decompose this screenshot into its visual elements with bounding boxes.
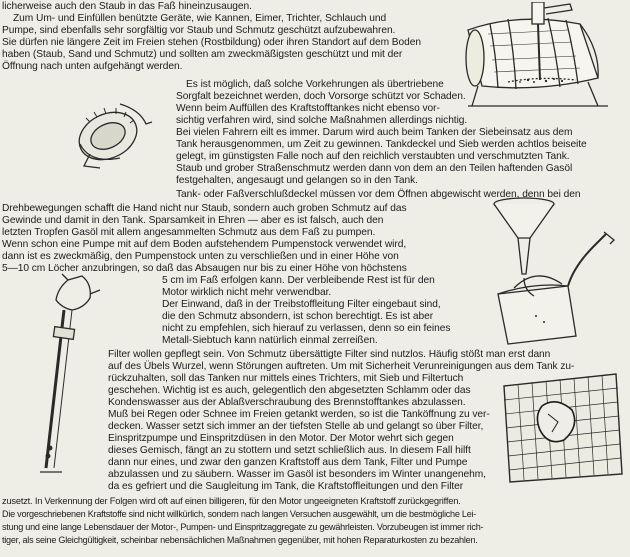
- text-line: Sorgfalt bezeichnet werden, doch Vorsorge schützt vor Schaden.: [176, 91, 466, 102]
- text-line: Sie dürfen nie längere Zeit im Freien stehen (Rostbildung) oder ihren Standort auf dem Boden: [2, 37, 421, 48]
- tank-cap-illustration: [60, 94, 160, 174]
- text-line: dann ist es zweckmäßig, den Pumpenstock unten zu verschließen und in einer Höhe von: [2, 251, 399, 262]
- text-line: Staub und grober Straßenschmutz werden dann von dem an den Teilen haftenden Gasöl: [176, 163, 573, 174]
- barrel-illustration: [448, 2, 628, 110]
- text-line: festgehalten, angesaugt und gelangen so in den Tank.: [176, 175, 418, 186]
- text-line: nicht zu empfehlen, sich hierauf zu verlassen, denn so ein feines: [162, 323, 451, 334]
- text-line: Die vorgeschriebenen Kraftstoffe sind nicht willkürlich, sondern nach langen Versuchen ausgewählt, um die bestmögliche Lei-: [2, 509, 477, 519]
- filter-screen-drawing: [498, 366, 628, 486]
- text-line: dieses Gemisch, fängt an zu stottern und setzt schließlich aus. In diesem Fall hilft: [108, 445, 471, 456]
- pump-tube-illustration: [28, 268, 108, 478]
- text-line: zusetzt. In Verkennung der Folgen wird oft auf einen billigeren, für den Motor ungeeigneten Kraftstoff zurückgegriffen.: [2, 496, 461, 506]
- text-line: letzten Tropfen Gasöl mit allem angesammelten Schmutz aus dem Faß zu pumpen.: [2, 227, 376, 238]
- text-line: tiger, als seine Gleichgültigkeit, scheinbar nebensächlichen Maßnahmen gegenüber, mit hohen Reparaturkosten zu bezahlen.: [2, 535, 478, 545]
- text-line: Pumpe, sind ebenfalls sehr sorgfältig vor Staub und Schmutz geschützt aufzubewahren.: [2, 25, 396, 36]
- text-line: Metall-Siebtuch kann natürlich einmal zerreißen.: [162, 335, 378, 346]
- funnel-can-illustration: [484, 186, 628, 346]
- text-line: Einspritzpumpe und Einspritzdüsen in den Motor. Der Motor wehrt sich gegen: [108, 433, 454, 444]
- text-line: die den Schmutz absondern, ist schon berechtigt. Es ist aber: [162, 311, 434, 322]
- text-line: dann nur eines, und zwar den ganzen Kraftstoff aus dem Tank, Filter und Pumpe: [108, 457, 468, 468]
- text-line: rückzuhalten, soll das Tanken nur mittels eines Trichters, mit Sieb und Filtertuch: [108, 373, 464, 384]
- text-line: Kondenswasser aus der Ablaßverschraubung des Brennstofftankes abzulassen.: [108, 397, 466, 408]
- text-line: Wenn beim Auffüllen des Kraftstofftankes nicht ebenso vor-: [176, 103, 440, 114]
- text-line: licherweise auch den Staub in das Faß hineinzusaugen.: [2, 1, 252, 12]
- filter-screen-illustration: [498, 366, 628, 486]
- text-line: Motor wirklich nicht mehr verwendbar.: [162, 287, 332, 298]
- text-line: Filter wollen gepflegt sein. Von Schmutz übersättigte Filter sind nutzlos. Häufig stößt man erst dann: [108, 349, 551, 360]
- text-line: Tank- oder Faßverschlußdeckel müssen vor dem Öffnen abgewischt werden, denn bei den: [176, 189, 581, 200]
- text-line: da es gefriert und die Saugleitung im Tank, die Kraftstoffleitungen und den Filter: [108, 481, 464, 492]
- text-line: sichtig verfahren wird, sind solche Maßnahmen allerdings nichtig.: [176, 115, 468, 126]
- text-line: Bei vielen Fahrern eilt es immer. Darum wird auch beim Tanken der Siebeinsatz aus dem: [176, 127, 573, 138]
- text-line: Der Einwand, daß in der Treibstoffleitung Filter eingebaut sind,: [162, 299, 441, 310]
- text-line: haben (Staub, Sand und Schmutz) und sollten am zweckmäßigsten geschützt und mit der: [2, 49, 403, 60]
- funnel-can-drawing: [484, 186, 628, 346]
- text-line: decken. Wasser setzt sich immer an der tiefsten Stelle ab und gelangt so über Filter,: [108, 421, 484, 432]
- text-line: Muß bei Regen oder Schnee im Freien getankt werden, so ist die Tanköffnung zu ver-: [108, 409, 490, 420]
- text-line: Drehbewegungen schafft die Hand nicht nur Staub, sondern auch groben Schmutz auf das: [2, 203, 407, 214]
- text-line: Zum Um- und Einfüllen benützte Geräte, wie Kannen, Eimer, Trichter, Schlauch und: [13, 13, 387, 24]
- text-line: Gewinde und damit in den Tank. Sparsamkeit in Ehren — aber es ist falsch, auch den: [2, 215, 384, 226]
- text-line: 5—10 cm Löcher anzubringen, so daß das Absaugen nur bis zu einer Höhe von höchstens: [2, 263, 407, 274]
- text-line: abzulassen und zu säubern. Wasser im Gasöl ist besonders im Winter unangenehm,: [108, 469, 486, 480]
- text-line: geschehen. Wichtig ist es auch, gelegentlich den abgesetzten Schlamm oder das: [108, 385, 471, 396]
- barrel-drawing: [448, 2, 628, 110]
- text-line: Tank herausgenommen, um Zeit zu gewinnen. Tankdeckel und Sieb werden achtlos beiseite: [176, 139, 587, 150]
- text-line: 5 cm im Faß erfolgen kann. Der verbleibende Rest ist für den: [162, 275, 435, 286]
- text-line: Wenn schon eine Pumpe mit auf dem Boden aufstehendem Pumpenstock verwendet wird,: [2, 239, 407, 250]
- text-line: Öffnung nach unten aufgehängt werden.: [2, 61, 183, 72]
- pump-tube-drawing: [28, 268, 108, 478]
- text-line: gelegt, im günstigsten Falle noch auf den reichlich verstaubten und verschmutzten Tank.: [176, 151, 570, 162]
- text-line: stung und eine lange Lebensdauer der Motor-, Pumpen- und Einspritzaggregate zu gewährleisten. Vorzubeugen ist immer rich-: [2, 522, 484, 532]
- tank-cap-drawing: [60, 94, 160, 174]
- text-line: auf des Übels Wurzel, wenn Störungen auftreten. Um mit Sicherheit Verunreinigungen aus dem Tank zu-: [108, 361, 575, 372]
- text-line: Es ist möglich, daß solche Vorkehrungen als übertriebene: [186, 79, 444, 90]
